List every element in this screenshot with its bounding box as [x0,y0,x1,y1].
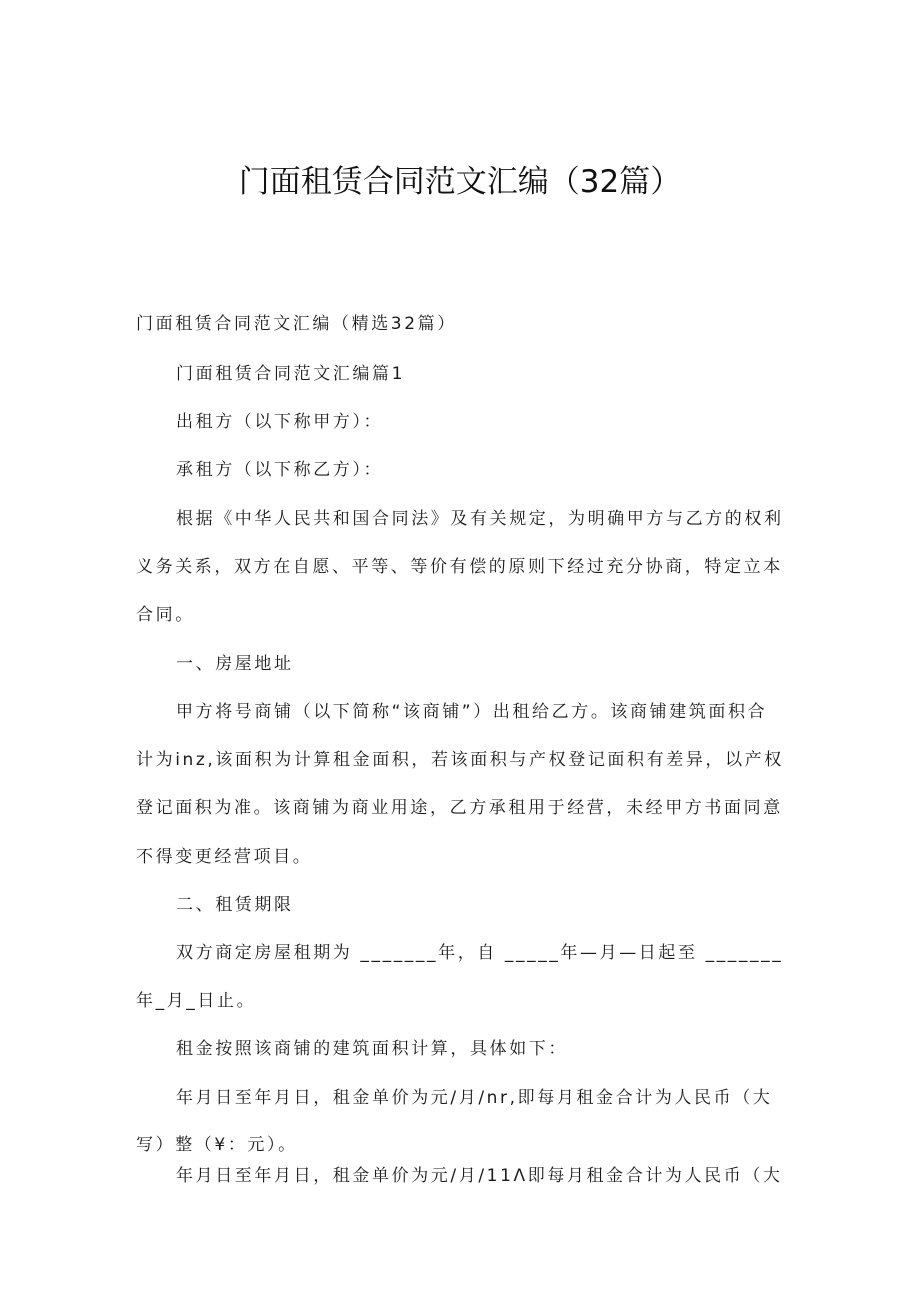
paragraph-line: 年_月_日止。 [136,991,257,1011]
paragraph-line: 根据《中华人民共和国合同法》及有关规定，为明确甲方与乙方的权利 [176,509,784,529]
paragraph-line: 年月日至年月日，租金单价为元/月/nr,即每月租金合计为人民币（大 [176,1088,773,1108]
document-title: 门面租赁合同范文汇编（32篇） [238,164,682,200]
paragraph-line: 租金按照该商铺的建筑面积计算，具体如下： [176,1039,568,1059]
paragraph-line: 不得变更经营项目。 [136,847,313,867]
paragraph-line: 写）整（¥：元）。 [136,1135,298,1155]
paragraph-line: 承租方（以下称乙方）： [176,460,384,480]
paragraph-line: 义务关系，双方在自愿、平等、等价有偿的原则下经过充分协商，特定立本 [136,557,783,577]
paragraph-line: 计为inz,该面积为计算租金面积，若该面积与产权登记面积有差异，以产权 [136,750,784,770]
section-heading: 一、房屋地址 [176,654,294,674]
paragraph-line: 登记面积为准。该商铺为商业用途，乙方承租用于经营，未经甲方书面同意 [136,798,783,818]
document-subtitle: 门面租赁合同范文汇编（精选32篇） [136,314,457,334]
section-heading: 二、租赁期限 [176,895,294,915]
paragraph-line: 合同。 [136,605,195,625]
paragraph-line: 年月日至年月日，租金单价为元/月/11Λ即每月租金合计为人民币（大 [176,1166,783,1186]
paragraph-line: 甲方将号商铺（以下简称“该商铺”）出租给乙方。该商铺建筑面积合 [176,702,768,722]
section-heading: 门面租赁合同范文汇编篇1 [176,364,406,384]
paragraph-line: 双方商定房屋租期为 _______年，自 _____年—月—日起至 _______ [176,943,784,963]
paragraph-line: 出租方（以下称甲方）： [176,412,384,432]
